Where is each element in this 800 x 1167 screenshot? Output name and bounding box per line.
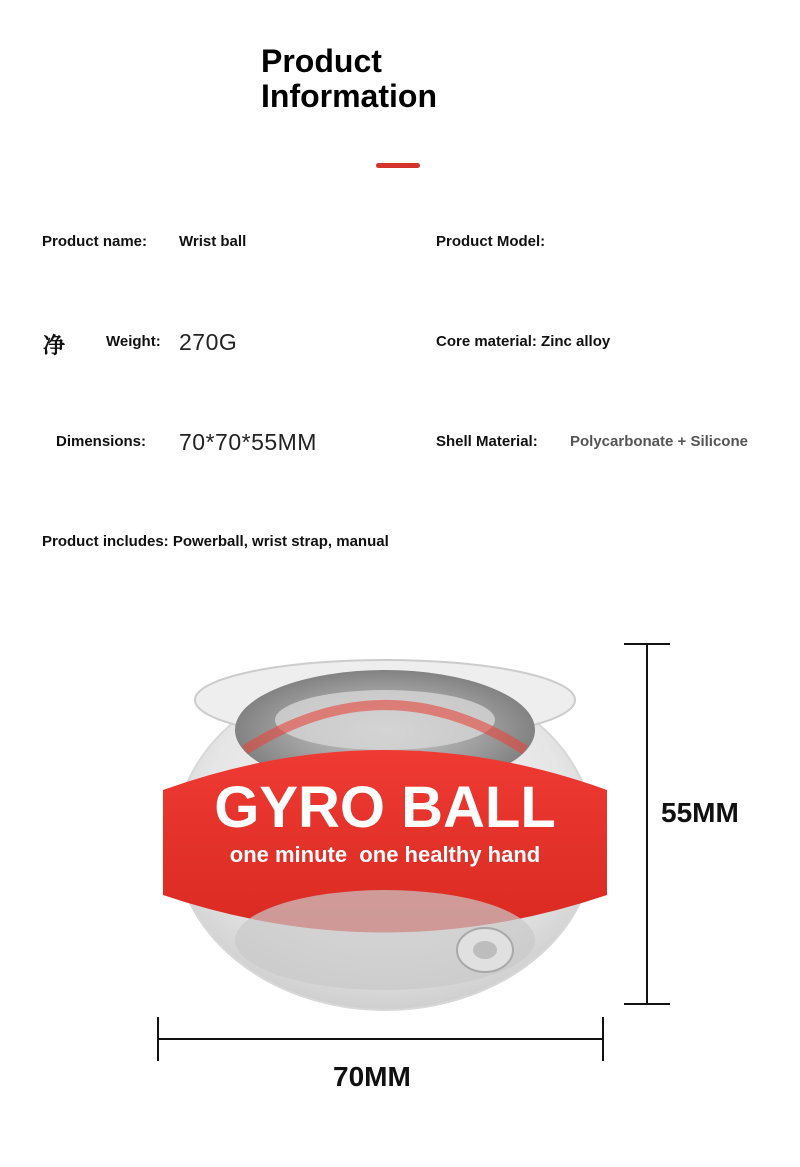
shell-material-label: Shell Material: xyxy=(436,433,538,450)
product-name-value: Wrist ball xyxy=(179,233,247,250)
dimensions-value: 70*70*55MM xyxy=(179,429,317,455)
page-title xyxy=(261,44,437,114)
page-title-line1: Product xyxy=(261,43,382,79)
page-title-line2: Information xyxy=(261,78,437,114)
band-text-main: GYRO BALL xyxy=(214,775,556,840)
band-text-slogan: one minute one healthy hand xyxy=(229,842,541,867)
weight-label: Weight: xyxy=(106,333,161,350)
shell-material-value: Polycarbonate + Silicone xyxy=(570,433,748,450)
weight-glyph: 净 xyxy=(43,334,66,359)
weight-value: 270G xyxy=(179,329,238,355)
width-dimension-label: 70MM xyxy=(333,1061,411,1092)
core-material-label: Core material: Zinc alloy xyxy=(436,333,611,350)
product-includes-label: Product includes: Powerball, wrist strap, manual xyxy=(42,533,389,550)
gyro-ball-illustration xyxy=(155,640,615,1015)
title-accent-bar xyxy=(376,163,420,168)
product-model-label: Product Model: xyxy=(436,233,546,250)
product-name-label: Product name: xyxy=(42,233,148,250)
height-dimension-label: 55MM xyxy=(661,797,739,828)
width-dimension-marker xyxy=(155,1015,607,1065)
starter-hole-inner xyxy=(473,941,497,959)
dimensions-label: Dimensions: xyxy=(56,433,147,450)
